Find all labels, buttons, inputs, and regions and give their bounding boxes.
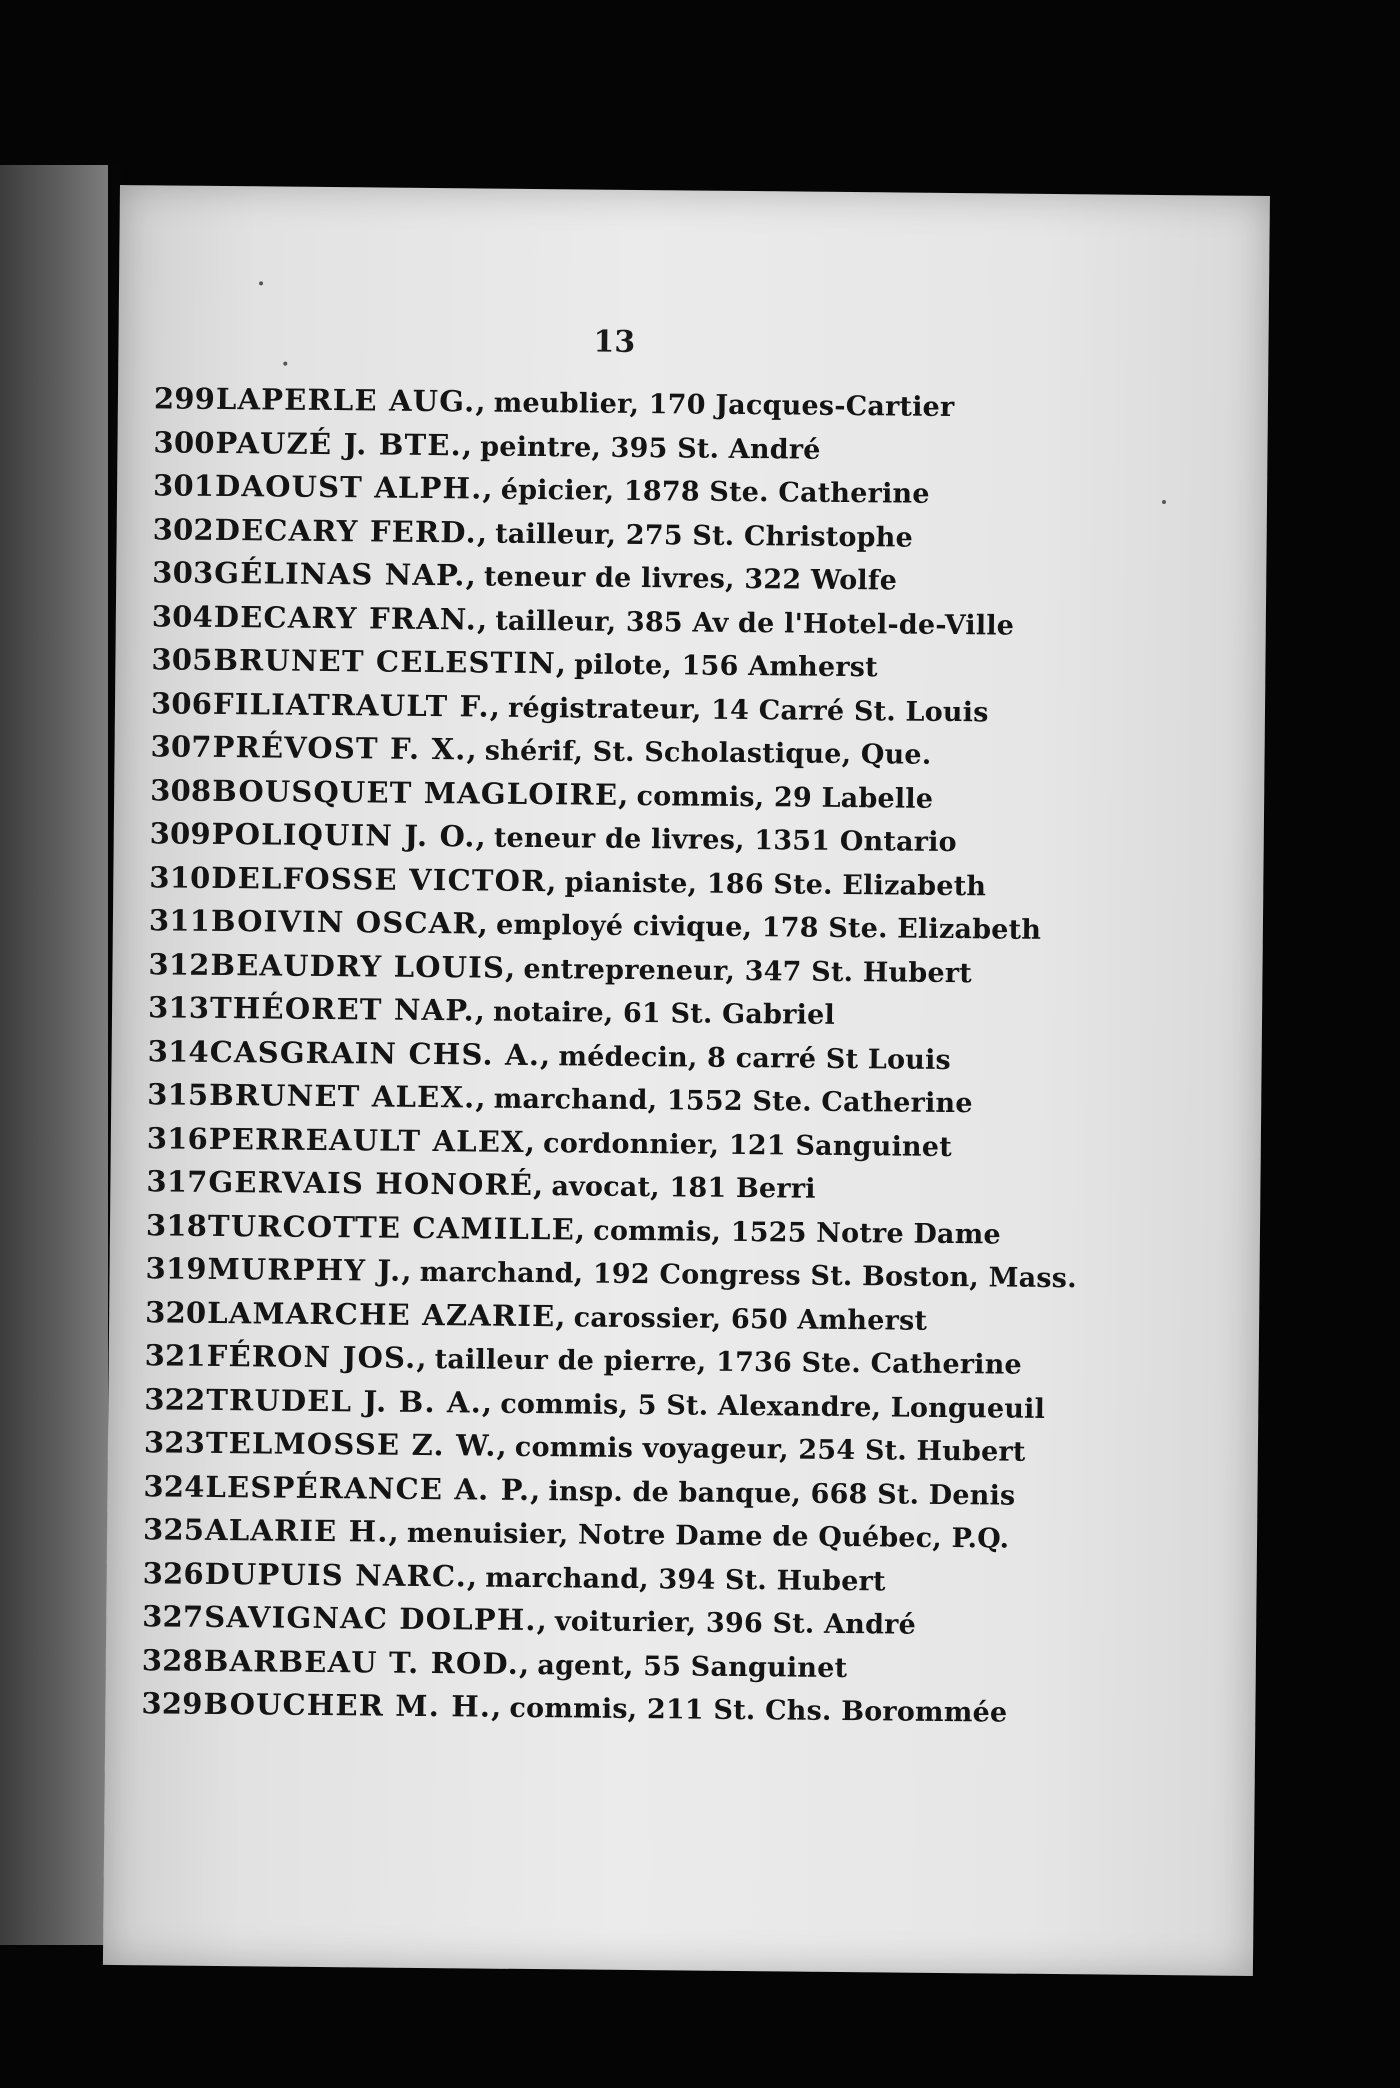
entry-details: employé civique, 178 Ste. Elizabeth [495,909,1042,946]
entry-separator: , [476,601,488,637]
entry-number: 322 [144,1381,206,1417]
entry-name: PAUZÉ J. BTE. [215,425,463,462]
entry-number: 302 [152,511,215,547]
entry-name: BOUCHER M. H. [203,1686,492,1724]
entry-name: CASGRAIN CHS. A. [209,1034,541,1072]
entry-details: teneur de livres, 322 Wolfe [483,561,898,597]
entry-name: LAMARCHE AZARIE [207,1295,556,1333]
entry-separator: , [530,1472,541,1507]
entry-details: pilote, 156 Amherst [574,649,878,684]
entry-details: marchand, 192 Congress St. Boston, Mass. [419,1256,1077,1295]
entry-number: 321 [144,1338,207,1373]
entry-separator: , [489,689,501,724]
entry-name: LESPÉRANCE A. P. [205,1469,531,1507]
entry-separator: , [461,427,473,462]
entry-separator: , [475,384,486,419]
paper-speck [259,281,263,285]
entry-name: DECARY FERD. [214,512,478,549]
entry-number: 323 [143,1425,206,1460]
entry-details: tailleur, 385 Av de l'Hotel-de-Ville [495,605,1015,642]
entry-separator: , [482,471,493,506]
entry-name: DUPUIS NARC. [204,1556,468,1593]
entry-name: FÉRON JOS. [206,1338,417,1375]
entry-separator: , [465,558,477,593]
entry-name: GERVAIS HONORÉ [208,1164,534,1203]
entry-details: commis voyageur, 254 St. Hubert [514,1431,1026,1468]
entry-separator: , [481,1385,493,1420]
entry-name: TELMOSSE Z. W. [205,1425,497,1463]
entry-separator: , [555,1298,566,1333]
entry-separator: , [574,1211,586,1247]
entry-name: DAOUST ALPH. [214,468,483,506]
entry-name: DELFOSSE VICTOR [211,860,547,898]
entry-separator: , [518,1646,530,1681]
entry-details: peintre, 395 St. André [480,430,821,466]
facing-page-edge [0,165,112,1945]
entry-separator: , [555,646,567,681]
entry-separator: , [466,732,478,767]
entry-separator: , [401,1253,412,1288]
entry-number: 311 [148,903,211,938]
entry-separator: , [546,863,557,898]
entry-details: menuisier, Notre Dame de Québec, P.Q. [406,1517,1010,1555]
entry-details: commis, 211 St. Chs. Borommée [509,1692,1008,1729]
entry-details: commis, 5 St. Alexandre, Longueuil [500,1388,1046,1425]
entry-name: BRUNET CELESTIN [213,642,557,681]
entry-number: 327 [142,1599,204,1634]
entry-number: 300 [153,424,215,460]
entry-name: PRÉVOST F. X. [212,729,467,767]
entry-name: LAPERLE AUG. [215,381,476,419]
entry-separator: , [476,514,488,550]
entry-separator: , [475,819,487,854]
entry-details: meublier, 170 Jacques-Cartier [493,387,955,424]
entry-name: PERREAULT ALEX [208,1121,526,1159]
entry-number: 318 [145,1207,208,1243]
entry-name: BEAUDRY LOUIS [210,947,506,985]
entry-details: carossier, 650 Amherst [573,1301,928,1337]
entry-number: 309 [149,816,212,851]
paper-speck [283,362,287,366]
entry-details: marchand, 1552 Ste. Catherine [493,1083,973,1120]
entry-number: 324 [143,1468,205,1504]
entry-details: avocat, 181 Berri [551,1171,816,1205]
entry-number: 314 [147,1033,209,1069]
entry-details: tailleur de pierre, 1736 Ste. Catherine [434,1344,1023,1381]
entry-name: BOUSQUET MAGLOIRE [212,773,619,812]
entry-number: 301 [152,468,215,503]
entry-separator: , [477,906,489,941]
entry-name: TURCOTTE CAMILLE [207,1208,576,1246]
entry-details: régistrateur, 14 Carré St. Louis [507,692,989,728]
entry-details: agent, 55 Sanguinet [537,1649,848,1684]
page-number: 13 [593,324,636,360]
directory-page [103,185,1270,1976]
entry-details: notaire, 61 St. Gabriel [492,996,836,1031]
entry-details: épicier, 1878 Ste. Catherine [500,474,930,510]
entry-separator: , [504,950,516,985]
entry-number: 305 [151,642,213,677]
entry-details: commis, 1525 Notre Dame [593,1215,1002,1251]
entry-separator: , [618,777,629,812]
entry-separator: , [466,1558,478,1593]
entry-name: FILIATRAULT F. [212,686,490,724]
entry-number: 313 [147,990,210,1025]
entry-separator: , [496,1428,508,1463]
entry-name: POLIQUIN J. O. [211,816,476,854]
entry-details: marchand, 394 St. Hubert [485,1562,886,1597]
entry-details: shérif, St. Scholastique, Que. [484,735,932,771]
entry-name: TRUDEL J. B. A. [206,1382,483,1420]
entry-separator: , [532,1168,544,1203]
entry-number: 307 [150,729,212,764]
entry-number: 329 [141,1686,203,1721]
entry-separator: , [388,1514,400,1549]
entry-details: voiturier, 396 St. André [554,1606,917,1641]
entry-number: 319 [145,1251,207,1286]
entry-name: BARBEAU T. ROD. [203,1643,520,1681]
entry-number: 304 [151,598,214,634]
entry-number: 317 [146,1164,208,1199]
entry-separator: , [491,1689,502,1724]
entry-details: pianiste, 186 Ste. Elizabeth [564,866,987,902]
entry-number: 328 [141,1642,204,1678]
entry-details: médecin, 8 carré St Louis [558,1040,952,1076]
entry-number: 308 [150,772,212,808]
entry-details: teneur de livres, 1351 Ontario [493,822,957,859]
directory-entry [141,1686,1221,1740]
entry-number: 306 [150,685,213,721]
entry-name: DECARY FRAN. [213,599,478,636]
entry-separator: , [475,1080,486,1115]
entry-name: THÉORET NAP. [209,990,476,1028]
entry-name: GÉLINAS NAP. [214,555,466,593]
entry-details: tailleur, 275 St. Christophe [495,518,914,554]
entry-number: 326 [142,1555,204,1591]
entry-name: BOIVIN OSCAR [210,903,478,941]
entry-name: SAVIGNAC DOLPH. [204,1599,537,1638]
entry-number: 325 [142,1512,205,1547]
entry-name: MURPHY J. [207,1251,402,1288]
entry-list [141,381,1234,1740]
entry-name: BRUNET ALEX. [209,1077,476,1115]
entry-separator: , [416,1340,427,1375]
entry-separator: , [474,993,486,1028]
entry-number: 310 [149,859,211,895]
entry-number: 299 [153,381,216,416]
entry-separator: , [536,1603,548,1638]
entry-separator: , [539,1037,551,1072]
entry-number: 320 [145,1294,207,1330]
entry-number: 303 [152,555,214,590]
entry-details: cordonnier, 121 Sanguinet [542,1127,953,1163]
entry-number: 312 [148,946,210,982]
entry-name: ALARIE H. [204,1512,389,1549]
entry-number: 316 [146,1120,209,1156]
entry-number: 315 [147,1077,209,1112]
entry-separator: , [524,1124,536,1159]
entry-details: commis, 29 Labelle [636,780,934,815]
entry-details: insp. de banque, 668 St. Denis [548,1475,1016,1512]
entry-details: entrepreneur, 347 St. Hubert [523,953,973,989]
